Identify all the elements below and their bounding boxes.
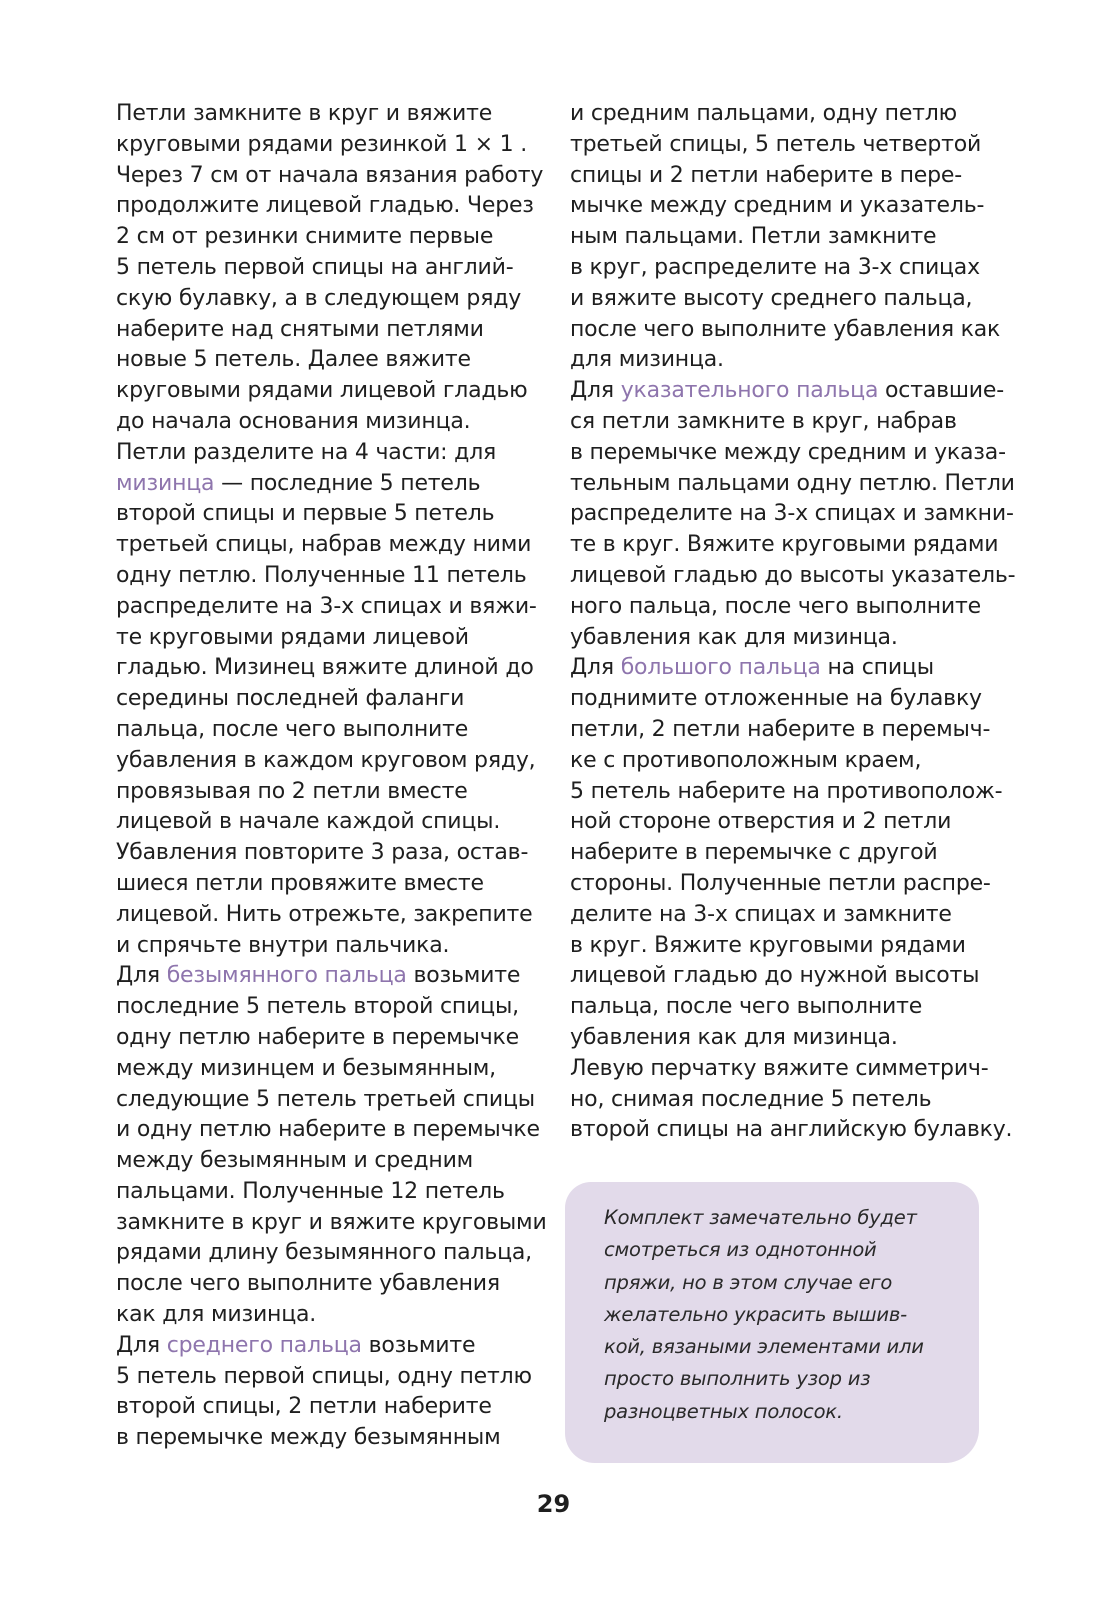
left-column-line — [116, 592, 536, 623]
left-column-line — [116, 746, 536, 777]
text-run: лицевой. Нить отрежьте, закрепите — [116, 901, 533, 927]
text-run: убавления как для мизинца. — [570, 1024, 898, 1050]
left-column-line — [116, 1023, 536, 1054]
text-run: третьей спицы, 5 петель четвертой — [570, 131, 982, 157]
text-run: петли, 2 петли наберите в перемыч- — [570, 716, 991, 742]
right-column-line — [570, 777, 1003, 808]
left-column-line — [116, 1392, 536, 1423]
right-column-line — [570, 315, 1001, 346]
text-run: замкните в круг и вяжите круговыми — [116, 1209, 547, 1235]
text-run: лицевой в начале каждой спицы. — [116, 809, 501, 835]
text-run: убавления в каждом круговом ряду, — [116, 747, 536, 773]
text-run: середины последней фаланги — [116, 686, 465, 712]
text-run: в перемычке между безымянным — [116, 1425, 501, 1451]
text-run: Для — [116, 1332, 167, 1358]
left-column-line — [116, 715, 536, 746]
text-run: возьмите — [406, 963, 521, 989]
text-run: Левую перчатку вяжите симметрич- — [570, 1055, 989, 1081]
highlighted-term: большого пальца — [620, 655, 821, 681]
left-column-line — [116, 1423, 536, 1454]
right-column-line — [570, 623, 990, 654]
right-column-line — [570, 715, 990, 746]
highlighted-term: среднего пальца — [166, 1332, 362, 1358]
left-column-line — [116, 222, 536, 253]
left-column-line — [116, 438, 536, 469]
left-column-line — [116, 931, 536, 962]
left-column-line — [116, 407, 536, 438]
right-column-line — [570, 592, 990, 623]
right-column-line — [570, 931, 990, 962]
text-run: между мизинцем и безымянным, — [116, 1055, 496, 1081]
text-run: — последние 5 петель — [214, 470, 481, 496]
right-column-line — [570, 1054, 990, 1085]
left-column-line — [116, 284, 536, 315]
right-column-line — [570, 222, 990, 253]
left-column-line — [116, 376, 536, 407]
text-run: шиеся петли провяжите вместе — [116, 870, 484, 896]
right-column-line — [570, 1023, 990, 1054]
left-column-line — [116, 1362, 536, 1393]
text-run: 5 петель первой спицы, одну петлю — [116, 1363, 532, 1389]
text-run: третьей спицы, набрав между ними — [116, 532, 532, 558]
text-run: одну петлю наберите в перемычке — [116, 1024, 519, 1050]
text-run: убавления как для мизинца. — [570, 624, 898, 650]
right-column-line — [570, 807, 990, 838]
left-column-line — [116, 777, 536, 808]
right-column-line — [570, 253, 990, 284]
text-run: гладью. Мизинец вяжите длиной до — [116, 655, 534, 681]
left-column-line — [116, 499, 536, 530]
right-column-line — [570, 161, 990, 192]
right-column-line — [570, 869, 990, 900]
left-column-line — [116, 253, 536, 284]
text-run: рядами длину безымянного пальца, — [116, 1240, 532, 1266]
text-run: тельным пальцами одну петлю. Петли — [570, 470, 1015, 496]
text-run: второй спицы, 2 петли наберите — [116, 1394, 492, 1420]
left-column-line — [116, 1208, 547, 1239]
highlighted-term: безымянного пальца — [166, 963, 407, 989]
text-run: после чего выполните убавления как — [570, 316, 1001, 342]
text-run: второй спицы на английскую булавку. — [570, 1117, 1013, 1143]
left-column-line — [116, 1300, 536, 1331]
text-run: круговыми рядами резинкой 1 × 1 . — [116, 131, 528, 157]
right-column-line — [570, 992, 990, 1023]
text-run: спицы и 2 петли наберите в пере- — [570, 162, 962, 188]
left-column-line — [116, 130, 536, 161]
text-run: Убавления повторите 3 раза, остав- — [116, 840, 529, 866]
text-run: оставшие- — [878, 378, 1004, 404]
right-column-line — [570, 838, 990, 869]
text-run: на спицы — [820, 655, 934, 681]
text-run: 5 петель наберите на противополож- — [570, 778, 1003, 804]
text-run: и спрячьте внутри пальчика. — [116, 932, 450, 958]
left-column-line — [116, 561, 536, 592]
right-text-column — [570, 99, 1016, 1146]
left-column-line — [116, 1177, 536, 1208]
text-run: и одну петлю наберите в перемычке — [116, 1117, 540, 1143]
text-run: Петли разделите на 4 части: для — [116, 439, 497, 465]
text-run: и вяжите высоту среднего пальца, — [570, 285, 973, 311]
left-column-line — [116, 1054, 536, 1085]
text-run: поднимите отложенные на булавку — [570, 686, 982, 712]
tip-note-line: Комплект замечательно будет — [604, 1206, 917, 1229]
text-run: наберите в перемычке с другой — [570, 840, 938, 866]
right-column-line — [570, 438, 1006, 469]
text-run: пальца, после чего выполните — [570, 994, 923, 1020]
right-column-line — [570, 684, 990, 715]
text-run: Петли замкните в круг и вяжите — [116, 101, 493, 126]
text-run: для мизинца. — [570, 347, 724, 373]
text-run: между безымянным и средним — [116, 1148, 474, 1174]
left-column-line — [116, 900, 536, 931]
right-column-line — [570, 376, 1004, 407]
text-run: второй спицы и первые 5 петель — [116, 501, 495, 527]
left-column-line — [116, 191, 536, 222]
text-run: лицевой гладью до нужной высоты — [570, 963, 980, 989]
page-number: 29 — [536, 1490, 571, 1518]
right-column-line — [570, 345, 990, 376]
text-run: ного пальца, после чего выполните — [570, 593, 981, 619]
right-column-line — [570, 1085, 990, 1116]
text-run: ной стороне отверстия и 2 петли — [570, 809, 952, 835]
right-column-line — [570, 130, 990, 161]
text-run: ке с противоположным краем, — [570, 747, 922, 773]
text-run: скую булавку, а в следующем ряду — [116, 285, 522, 311]
text-run: Через 7 см от начала вязания работу — [116, 162, 544, 188]
text-run: провязывая по 2 петли вместе — [116, 778, 468, 804]
text-run: продолжите лицевой гладью. Через — [116, 193, 534, 219]
left-column-line — [116, 992, 536, 1023]
text-run: мычке между средним и указатель- — [570, 193, 985, 219]
text-run: пальцами. Полученные 12 петель — [116, 1178, 505, 1204]
right-column-line — [570, 99, 990, 130]
left-column-line — [116, 530, 536, 561]
right-column-line — [570, 961, 990, 992]
text-run: стороны. Полученные петли распре- — [570, 870, 991, 896]
right-column-line — [570, 530, 999, 561]
right-column-line — [570, 746, 990, 777]
left-column-line — [116, 838, 536, 869]
text-run: новые 5 петель. Далее вяжите — [116, 347, 471, 373]
left-column-line — [116, 1115, 540, 1146]
left-text-column — [116, 99, 547, 1454]
text-run: в круг, распределите на 3-х спицах — [570, 254, 980, 280]
text-run: наберите над снятыми петлями — [116, 316, 484, 342]
left-column-line — [116, 99, 536, 130]
text-run: лицевой гладью до высоты указатель- — [570, 562, 1016, 588]
tip-note-line: желательно украсить вышив- — [604, 1302, 907, 1326]
text-run: те круговыми рядами лицевой — [116, 624, 469, 650]
left-column-line — [116, 1331, 536, 1362]
text-run: в перемычке между средним и указа- — [570, 439, 1006, 465]
left-column-line — [116, 961, 536, 992]
left-column-line — [116, 653, 536, 684]
left-column-line — [116, 623, 536, 654]
right-column-line — [570, 561, 1016, 592]
text-run: но, снимая последние 5 петель — [570, 1086, 932, 1112]
right-column-line — [570, 407, 990, 438]
left-column-line — [116, 807, 536, 838]
text-run: те в круг. Вяжите круговыми рядами — [570, 532, 999, 558]
left-column-line — [116, 345, 536, 376]
text-run: ся петли замкните в круг, набрав — [570, 408, 957, 434]
left-column-line — [116, 469, 536, 500]
right-column-line — [570, 499, 1014, 530]
text-run: Для — [570, 378, 621, 404]
left-column-line — [116, 161, 544, 192]
highlighted-term: мизинца — [116, 470, 215, 496]
text-run: последние 5 петель второй спицы, — [116, 994, 519, 1020]
text-run: в круг. Вяжите круговыми рядами — [570, 932, 966, 958]
left-column-line — [116, 684, 536, 715]
left-column-line — [116, 1146, 536, 1177]
tip-note-line: кой, вязаными элементами или — [604, 1335, 924, 1359]
text-run: 5 петель первой спицы на англий- — [116, 254, 514, 280]
text-run: пальца, после чего выполните — [116, 716, 469, 742]
text-run: распределите на 3-х спицах и замкни- — [570, 501, 1014, 527]
tip-note-line: разноцветных полосок. — [604, 1399, 843, 1423]
text-run: Для — [570, 655, 621, 681]
left-column-line — [116, 869, 536, 900]
text-run: 2 см от резинки снимите первые — [116, 224, 494, 250]
tip-note-line: просто выполнить узор из — [604, 1367, 871, 1391]
text-run: Для — [116, 963, 167, 989]
text-run: возьмите — [361, 1332, 476, 1358]
tip-note-text — [604, 1202, 924, 1428]
text-run: и средним пальцами, одну петлю — [570, 101, 957, 126]
left-column-line — [116, 1269, 536, 1300]
highlighted-term: указательного пальца — [620, 378, 879, 404]
right-column-line — [570, 469, 1015, 500]
left-column-line — [116, 1085, 536, 1116]
right-column-line — [570, 284, 990, 315]
tip-note-line: пряжи, но в этом случае его — [604, 1270, 893, 1294]
text-run: круговыми рядами лицевой гладью — [116, 378, 528, 404]
text-run: до начала основания мизинца. — [116, 408, 471, 434]
right-column-line — [570, 653, 990, 684]
text-run: распределите на 3-х спицах и вяжи- — [116, 593, 537, 619]
text-run: как для мизинца. — [116, 1302, 317, 1328]
text-run: после чего выполните убавления — [116, 1271, 500, 1297]
tip-note-line: смотреться из однотонной — [604, 1238, 877, 1262]
right-column-line — [570, 191, 990, 222]
right-column-line — [570, 900, 990, 931]
left-column-line — [116, 315, 536, 346]
text-run: одну петлю. Полученные 11 петель — [116, 562, 527, 588]
text-run: следующие 5 петель третьей спицы — [116, 1086, 535, 1112]
right-column-line — [570, 1115, 1013, 1146]
text-run: ным пальцами. Петли замкните — [570, 224, 937, 250]
left-column-line — [116, 1238, 536, 1269]
text-run: делите на 3-х спицах и замкните — [570, 901, 952, 927]
